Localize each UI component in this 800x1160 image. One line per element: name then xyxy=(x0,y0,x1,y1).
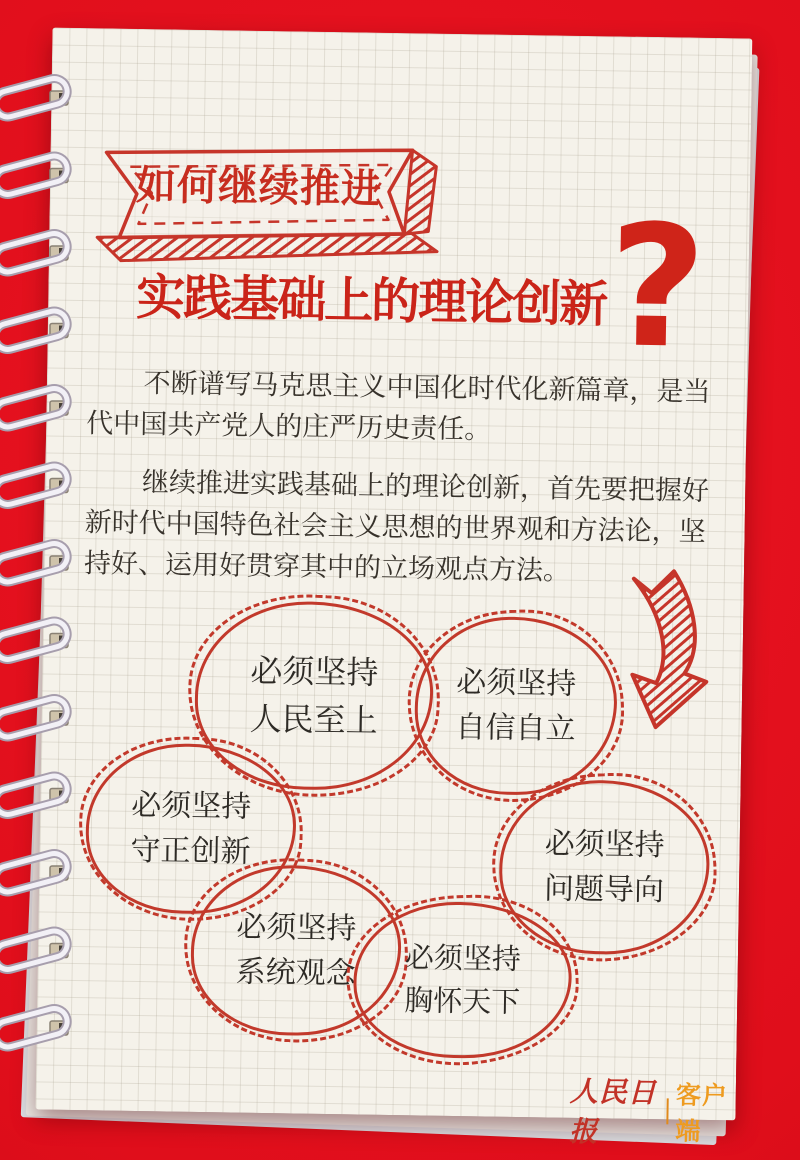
bubble-zixin-zili xyxy=(413,615,618,796)
banner-label: 如何继续推进 xyxy=(135,162,383,213)
logo-divider xyxy=(666,1098,669,1124)
peoples-daily-logo: 人民日报 xyxy=(568,1074,658,1149)
bubble-line: 胸怀天下 xyxy=(403,983,521,1019)
bubble-line: 必须坚持 xyxy=(236,909,357,947)
paragraph: 不断谱写马克思主义中国化时代化新篇章，是当代中国共产党人的庄严历史责任。 xyxy=(86,368,711,446)
bubble-line: 系统观念 xyxy=(235,954,356,992)
ribbon-banner xyxy=(93,140,447,270)
bubble-line: 问题导向 xyxy=(543,871,665,909)
bubble-line: 必须坚持 xyxy=(130,787,252,825)
bubble-line: 自信自立 xyxy=(455,709,576,747)
bubble-line: 守正创新 xyxy=(130,832,251,870)
notebook-page xyxy=(35,28,752,1149)
page-title: 实践基础上的理论创新 xyxy=(135,268,607,334)
bubble-xionghuai-tianxia xyxy=(352,900,572,1059)
curved-arrow-icon xyxy=(609,564,730,736)
bubble-line: 必须坚持 xyxy=(250,651,379,692)
question-mark-icon: ? xyxy=(606,188,708,386)
bubble-line: 必须坚持 xyxy=(455,664,577,702)
paragraph: 继续推进实践基础上的理论创新，首先要把握好新时代中国特色社会主义思想的世界观和方法论，坚持好、运用好贯穿其中的立场观点方法。 xyxy=(83,467,710,587)
bubble-line: 人民至上 xyxy=(249,699,378,740)
bubble-line: 必须坚持 xyxy=(404,939,522,976)
bubble-line: 必须坚持 xyxy=(544,826,665,864)
publisher-logo xyxy=(569,1070,736,1153)
client-label: 客户端 xyxy=(675,1080,729,1146)
